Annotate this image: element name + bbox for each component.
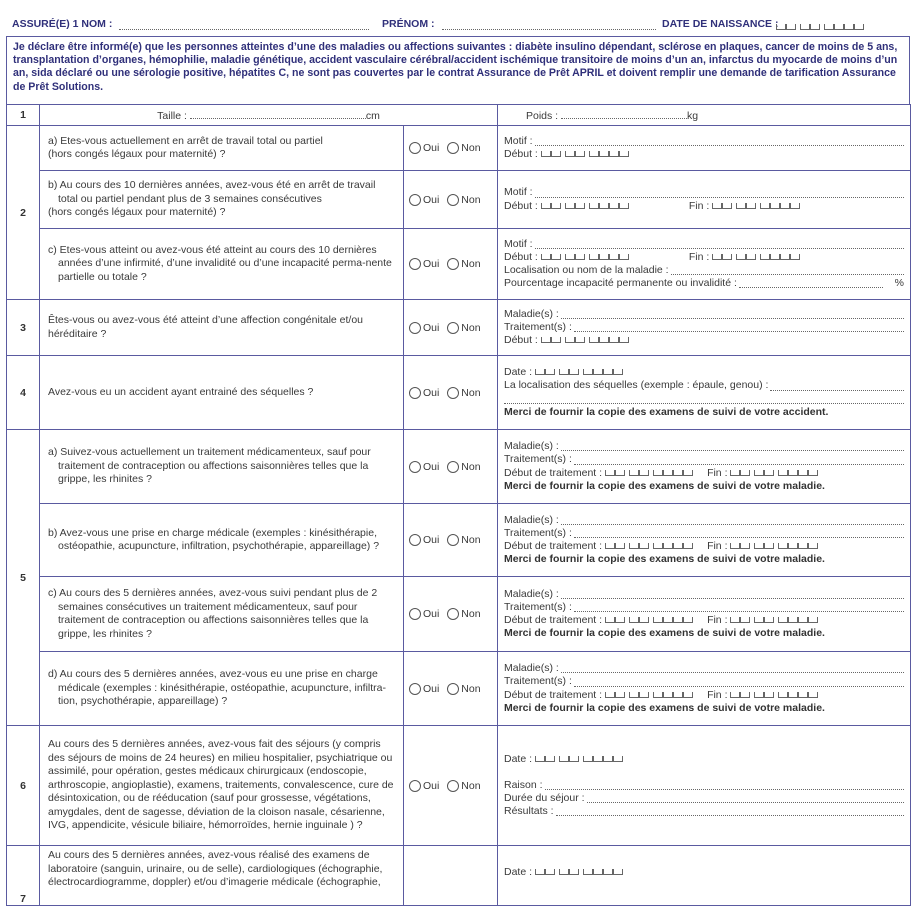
health-questionnaire-table	[6, 104, 911, 906]
pourcentage-field[interactable]	[739, 278, 883, 288]
fin-date-field[interactable]	[712, 251, 800, 264]
details-7: Date :	[498, 846, 911, 906]
question-5d-text: d) Au cours des 5 dernières années, avez-vous eu une prise en charge médicale (exemples : kinésithérapie, ostéopathie, acupuncture, infiltra-tion, psychothérapie, appareillage) ?	[40, 652, 404, 726]
non-radio[interactable]: Non	[447, 258, 480, 270]
yes-no-4	[404, 356, 498, 430]
traitements-field[interactable]	[574, 528, 904, 538]
non-radio[interactable]: Non	[447, 461, 480, 473]
motif-field[interactable]	[535, 188, 904, 198]
date-field[interactable]	[535, 366, 623, 379]
yes-no-2c	[404, 229, 498, 300]
yes-no-7	[404, 846, 498, 906]
fin-date-field[interactable]	[730, 614, 818, 627]
question-row-7	[7, 846, 911, 906]
merci-maladie-note: Merci de fournir la copie des examens de suivi de votre maladie.	[504, 553, 825, 566]
traitements-field[interactable]	[574, 677, 904, 687]
non-radio[interactable]: Non	[447, 780, 480, 792]
maladies-field[interactable]	[561, 309, 904, 319]
question-number: 2	[7, 126, 40, 300]
yes-no-6	[404, 726, 498, 846]
duree-field[interactable]	[587, 793, 904, 803]
question-2a-text: a) Etes-vous actuellement en arrêt de travail total ou partiel (hors congés légaux pour maternité) ?	[40, 126, 404, 171]
yes-no-5a	[404, 430, 498, 504]
question-5b-text: b) Avez-vous une prise en charge médicale (exemples : kinésithérapie, ostéopathie, acupuncture, infiltration, psychothérapie, appareillage) ?	[40, 504, 404, 577]
details-2a: Motif : Début :	[498, 126, 911, 171]
nom-label: ASSURÉ(E) 1 NOM :	[12, 18, 113, 30]
prenom-field[interactable]	[442, 20, 656, 30]
question-6-text: Au cours des 5 dernières années, avez-vous fait des séjours (y compris des séjours de moins de 24 heures) en milieu hospitalier, psychiatrique ou assimilé, pour opération, gestes médicaux chirurgicaux (endoscopie, arthroscopie, angioplastie), examens, traitements, convalescence, cure de désintoxication, ou de rééducation (sauf pour grossesse, végétations, amygdales, dent de sagesse, déviation de la cloison nasale, césarienne, IVG, appendicite, vésicule biliaire, hémorroïdes, hernie inguinale ) ?	[40, 726, 404, 846]
traitements-field[interactable]	[574, 602, 904, 612]
details-5d: Maladie(s) : Traitement(s) : Début de traitement : Fin : Merci de fournir la copie des examens de suivi de votre maladie.	[498, 652, 911, 726]
sequelles-field-2[interactable]	[504, 394, 904, 404]
question-row-2c	[7, 229, 911, 300]
fin-date-field[interactable]	[712, 200, 800, 213]
question-2c-text: c) Etes-vous atteint ou avez-vous été atteint au cours des 10 dernières années d’une infirmité, d’une invalidité ou d’une incapacité perma-nente partielle ou totale ?	[40, 229, 404, 300]
yes-no-3	[404, 300, 498, 356]
raison-field[interactable]	[545, 780, 904, 790]
taille-field[interactable]	[190, 109, 366, 119]
oui-radio[interactable]: Oui	[409, 387, 439, 399]
date-field[interactable]	[535, 866, 623, 879]
merci-maladie-note: Merci de fournir la copie des examens de suivi de votre maladie.	[504, 479, 825, 492]
oui-radio[interactable]: Oui	[409, 194, 439, 206]
non-radio[interactable]: Non	[447, 322, 480, 334]
taille-unit: cm	[365, 109, 380, 122]
poids-label: Poids :	[526, 109, 559, 122]
merci-accident-note: Merci de fournir la copie des examens de suivi de votre accident.	[504, 405, 829, 418]
oui-radio[interactable]: Oui	[409, 258, 439, 270]
merci-maladie-note: Merci de fournir la copie des examens de suivi de votre maladie.	[504, 627, 825, 640]
question-number: 1	[7, 105, 40, 126]
question-number: 3	[7, 300, 40, 356]
prenom-label: PRÉNOM :	[382, 18, 435, 30]
question-row-2a	[7, 126, 911, 171]
question-row-3	[7, 300, 911, 356]
debut-date-field[interactable]	[541, 334, 629, 347]
question-row-1	[7, 105, 911, 126]
resultats-field[interactable]	[556, 806, 904, 816]
question-row-5c	[7, 577, 911, 652]
yes-no-5d	[404, 652, 498, 726]
fin-date-field[interactable]	[730, 540, 818, 553]
question-4-text: Avez-vous eu un accident ayant entrainé des séquelles ?	[40, 356, 404, 430]
details-2b: Motif : Début : Fin :	[498, 171, 911, 229]
non-radio[interactable]: Non	[447, 194, 480, 206]
details-5b: Maladie(s) : Traitement(s) : Début de traitement : Fin : Merci de fournir la copie des examens de suivi de votre maladie.	[498, 504, 911, 577]
question-row-6	[7, 726, 911, 846]
maladies-field[interactable]	[561, 441, 904, 451]
details-5a: Maladie(s) : Traitement(s) : Début de traitement : Fin : Merci de fournir la copie des examens de suivi de votre maladie.	[498, 430, 911, 504]
non-radio[interactable]: Non	[447, 387, 480, 399]
yes-no-5b	[404, 504, 498, 577]
debut-date-field[interactable]	[541, 251, 629, 264]
oui-radio[interactable]: Oui	[409, 322, 439, 334]
details-3: Maladie(s) : Traitement(s) : Début :	[498, 300, 911, 356]
nom-field[interactable]	[119, 20, 369, 30]
non-radio[interactable]: Non	[447, 142, 480, 154]
debut-date-field[interactable]	[541, 200, 629, 213]
oui-radio[interactable]: Oui	[409, 608, 439, 620]
details-6: Date : Raison : Durée du séjour : Résultats :	[498, 726, 911, 846]
maladies-field[interactable]	[561, 589, 904, 599]
details-4: Date : La localisation des séquelles (exemple : épaule, genou) : Merci de fournir la copie des examens de suivi de votre accident.	[498, 356, 911, 430]
merci-maladie-note: Merci de fournir la copie des examens de suivi de votre maladie.	[504, 701, 825, 714]
yes-no-2b	[404, 171, 498, 229]
oui-radio[interactable]: Oui	[409, 461, 439, 473]
yes-no-5c	[404, 577, 498, 652]
question-3-text: Êtes-vous ou avez-vous été atteint d’une affection congénitale et/ou héréditaire ?	[40, 300, 404, 356]
question-row-2b	[7, 171, 911, 229]
non-radio[interactable]: Non	[447, 683, 480, 695]
fin-date-field[interactable]	[730, 467, 818, 480]
date-naissance-field[interactable]	[776, 21, 864, 33]
date-field[interactable]	[535, 753, 623, 766]
debut-traitement-field[interactable]	[605, 689, 693, 702]
poids-field[interactable]	[561, 109, 687, 119]
debut-date-field[interactable]	[541, 148, 629, 161]
oui-radio[interactable]: Oui	[409, 534, 439, 546]
debut-traitement-field[interactable]	[605, 614, 693, 627]
maladies-field[interactable]	[561, 515, 904, 525]
question-7-text: Au cours des 5 dernières années, avez-vous réalisé des examens de laboratoire (sanguin, urinaire, ou de selle), cardiologiques (échographie, électrocardiogramme, doppler) et/ou d’imagerie médicale (échographie,	[40, 846, 404, 906]
question-number: 7	[7, 846, 40, 906]
question-row-5b	[7, 504, 911, 577]
question-2b-text: b) Au cours des 10 dernières années, avez-vous été en arrêt de travail total ou partiel pendant plus de 3 semaines consécutives (hors congés légaux pour maternité) ?	[40, 171, 404, 229]
maladies-field[interactable]	[561, 663, 904, 673]
traitements-field[interactable]	[574, 455, 904, 465]
fin-date-field[interactable]	[730, 689, 818, 702]
oui-radio[interactable]: Oui	[409, 142, 439, 154]
taille-label: Taille :	[157, 109, 187, 122]
exclusion-notice: Je déclare être informé(e) que les personnes atteintes d’une des maladies ou affections suivantes : diabète insulino dépendant, sclérose en plaques, cancer de moins de 5 ans, transplantation d’organes, hémophilie, maladie génétique, accident vasculaire cérébral/accident ischémique transitoire de moins d’un an, infarctus du myocarde de moins d’un an, sida déclaré ou une sérologie positive, hépatites C, ne sont pas couvertes par le contrat Assurance de Prêt APRIL et doivent remplir une demande de tarification Assurance de Prêt Solutions.	[6, 36, 910, 104]
question-row-5a	[7, 430, 911, 504]
question-5c-text: c) Au cours des 5 dernières années, avez-vous suivi pendant plus de 2 semaines consécutives un traitement médicamenteux, sauf pour traitement de contraception ou affections saisonnières telles que la grippe, les rhinites ?	[40, 577, 404, 652]
question-row-5d	[7, 652, 911, 726]
yes-no-2a	[404, 126, 498, 171]
traitements-field[interactable]	[574, 322, 904, 332]
question-row-4	[7, 356, 911, 430]
details-5c: Maladie(s) : Traitement(s) : Début de traitement : Fin : Merci de fournir la copie des examens de suivi de votre maladie.	[498, 577, 911, 652]
question-number: 6	[7, 726, 40, 846]
localisation-maladie-field[interactable]	[671, 265, 904, 275]
oui-radio[interactable]: Oui	[409, 780, 439, 792]
poids-unit: kg	[687, 109, 699, 122]
sequelles-field[interactable]	[770, 381, 904, 391]
taille-cell	[40, 105, 498, 126]
debut-traitement-field[interactable]	[605, 467, 693, 480]
non-radio[interactable]: Non	[447, 534, 480, 546]
non-radio[interactable]: Non	[447, 608, 480, 620]
details-2c: Motif : Début : Fin : Localisation ou nom de la maladie : Pourcentage incapacité permanente ou invalidité : %	[498, 229, 911, 300]
question-number: 4	[7, 356, 40, 430]
question-5a-text: a) Suivez-vous actuellement un traitement médicamenteux, sauf pour traitement de contraception ou affections saisonnières telles que la grippe, les rhinites ?	[40, 430, 404, 504]
motif-field[interactable]	[535, 136, 904, 146]
insured-header	[12, 18, 908, 32]
oui-radio[interactable]: Oui	[409, 683, 439, 695]
question-number: 5	[7, 430, 40, 726]
date-naissance-label: DATE DE NAISSANCE :	[662, 18, 779, 30]
debut-traitement-field[interactable]	[605, 540, 693, 553]
poids-cell	[498, 105, 911, 126]
motif-field[interactable]	[535, 239, 904, 249]
